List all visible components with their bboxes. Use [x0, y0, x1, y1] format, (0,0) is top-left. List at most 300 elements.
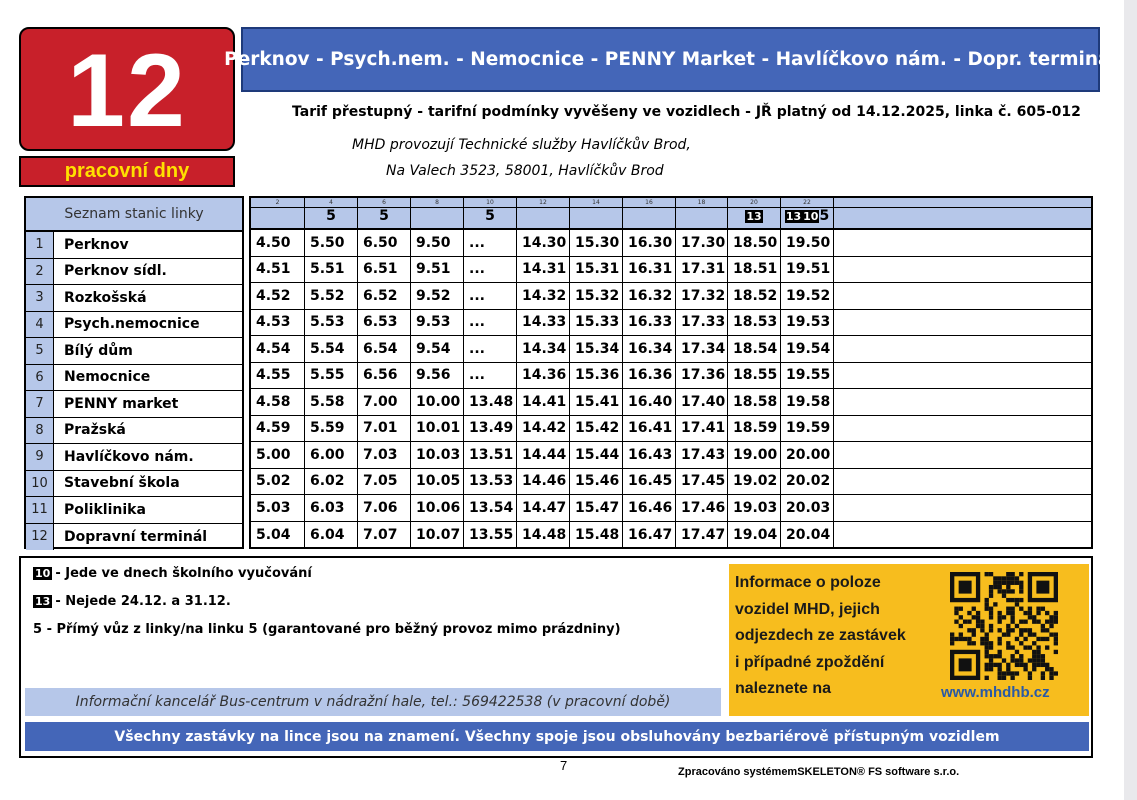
qr-module [959, 581, 972, 594]
departure-time: 10.03 [411, 442, 464, 468]
departure-time: 7.01 [358, 416, 411, 442]
departure-time: 17.36 [676, 363, 728, 389]
mhd-info-text [735, 570, 935, 703]
departure-time: 6.04 [305, 522, 358, 549]
qr-module [980, 620, 984, 624]
departure-time: 18.54 [728, 336, 781, 362]
qr-module [1002, 581, 1006, 585]
departure-time: 13.48 [464, 389, 517, 415]
departure-time: ... [464, 230, 517, 256]
software-credit: Zpracováno systémemSKELETON® FS software s.r.o. [678, 766, 960, 778]
departure-time: 4.55 [251, 363, 305, 389]
qr-module [954, 611, 958, 615]
station-index: 4 [26, 312, 54, 338]
qr-module [967, 611, 971, 615]
qr-module [998, 576, 1002, 580]
qr-module [989, 572, 993, 576]
legend-text-10: - Jede ve dnech školního vyučování [55, 566, 312, 581]
qr-module [993, 581, 997, 585]
departure-time: 17.45 [676, 469, 728, 495]
qr-module [1023, 637, 1027, 641]
qr-module [1049, 615, 1053, 619]
departure-time: ... [464, 310, 517, 336]
trip-number: 10 [486, 199, 494, 206]
legend-mark-10: 10 [35, 567, 51, 580]
qr-module [959, 658, 972, 671]
empty-cell [834, 336, 1091, 362]
departure-time: 19.54 [781, 336, 834, 362]
qr-module [1019, 607, 1023, 611]
departure-time: 20.03 [781, 495, 834, 521]
qr-module [1006, 645, 1010, 649]
departure-time: 5.02 [251, 469, 305, 495]
legend-through-car [33, 622, 621, 637]
qr-module [1010, 611, 1014, 615]
departure-time: 6.53 [358, 310, 411, 336]
trip-note-text: 5 [819, 208, 830, 224]
qr-module [998, 615, 1002, 619]
departure-time: 7.00 [358, 389, 411, 415]
line-number-box [19, 27, 235, 151]
qr-module [1028, 645, 1032, 649]
qr-module [1010, 581, 1014, 585]
qr-module [1019, 589, 1023, 593]
departure-time: 5.52 [305, 283, 358, 309]
departure-time: 16.46 [623, 495, 676, 521]
departure-time: 9.50 [411, 230, 464, 256]
trip-number: 18 [697, 199, 706, 206]
departure-time: 19.02 [728, 469, 781, 495]
empty-cell [834, 469, 1091, 495]
departure-time: 15.32 [570, 283, 623, 309]
qr-module [989, 594, 993, 598]
departure-time: 9.56 [411, 363, 464, 389]
qr-module [1006, 585, 1010, 589]
trip-number: 22 [803, 199, 811, 206]
qr-module [1006, 624, 1010, 628]
legend-text-13: - Nejede 24.12. a 31.12. [55, 594, 231, 609]
station-name: Havlíčkovo nám. [64, 448, 194, 465]
departure-time: 16.34 [623, 336, 676, 362]
departure-time: 9.52 [411, 283, 464, 309]
timetable-grid [249, 196, 1093, 549]
empty-cell [834, 442, 1091, 468]
qr-module [1036, 650, 1040, 654]
qr-code-icon[interactable] [947, 572, 1061, 680]
trip-column-header [358, 198, 411, 228]
departure-time: 17.34 [676, 336, 728, 362]
empty-cell [834, 389, 1091, 415]
departure-time: 19.04 [728, 522, 781, 549]
qr-module [1015, 624, 1019, 628]
departure-time: 19.03 [728, 495, 781, 521]
departure-time: ... [464, 283, 517, 309]
departure-time: 16.43 [623, 442, 676, 468]
qr-module [1019, 598, 1023, 602]
qr-module [1045, 645, 1049, 649]
qr-module [1041, 654, 1045, 658]
service-days-label: pracovní dny [64, 160, 190, 182]
trip-column-header [728, 198, 781, 228]
qr-module [1010, 645, 1014, 649]
departure-time: 6.54 [358, 336, 411, 362]
qr-module [1041, 628, 1045, 632]
qr-module [1006, 632, 1010, 636]
departure-time: 7.07 [358, 522, 411, 549]
empty-cell [834, 416, 1091, 442]
qr-module [959, 637, 963, 641]
qr-module [1010, 628, 1014, 632]
station-index: 3 [26, 285, 54, 311]
departure-time: 17.31 [676, 257, 728, 283]
qr-module [1002, 589, 1006, 593]
qr-module [954, 607, 958, 611]
qr-module [963, 620, 967, 624]
departure-time: 6.50 [358, 230, 411, 256]
qr-module [967, 628, 971, 632]
qr-module [1019, 620, 1023, 624]
departure-time: 6.51 [358, 257, 411, 283]
qr-module [1015, 671, 1019, 675]
info-office-bar: Informační kancelář Bus-centrum v nádražní hale, tel.: 569422538 (v pracovní době) [25, 688, 721, 716]
departure-time: 5.50 [305, 230, 358, 256]
departure-time: 7.03 [358, 442, 411, 468]
timetable-row [251, 283, 1091, 310]
departure-time: 15.31 [570, 257, 623, 283]
qr-module [963, 637, 967, 641]
timetable-row [251, 389, 1091, 416]
departure-time: 19.51 [781, 257, 834, 283]
departure-time: 19.53 [781, 310, 834, 336]
qr-module [1002, 576, 1006, 580]
station-name: Psych.nemocnice [64, 316, 200, 333]
qr-module [1015, 663, 1019, 667]
qr-module [1036, 607, 1040, 611]
trip-note [305, 208, 357, 224]
qr-module [1032, 658, 1036, 662]
qr-module [959, 624, 963, 628]
trip-column-header [623, 198, 676, 228]
departure-time: 17.33 [676, 310, 728, 336]
qr-module [1015, 658, 1019, 662]
station-row [26, 285, 242, 312]
departure-time: 19.59 [781, 416, 834, 442]
trip-number: 6 [382, 199, 386, 206]
station-index: 10 [26, 471, 54, 497]
station-row [26, 444, 242, 471]
qr-module [985, 602, 989, 606]
departure-time: 17.41 [676, 416, 728, 442]
qr-module [989, 654, 993, 658]
qr-module [998, 611, 1002, 615]
trip-note-mark: 13 [746, 210, 762, 223]
qr-module [985, 637, 989, 641]
departure-time: 5.04 [251, 522, 305, 549]
qr-module [1015, 581, 1019, 585]
departure-time: 15.41 [570, 389, 623, 415]
qr-module [976, 624, 980, 628]
station-name: Perknov [64, 236, 129, 253]
departure-time: 7.06 [358, 495, 411, 521]
station-name: Dopravní terminál [64, 528, 208, 545]
timetable-row [251, 442, 1091, 469]
qr-module [985, 607, 989, 611]
qr-module [1002, 615, 1006, 619]
qr-module [993, 585, 997, 589]
qr-module [1015, 637, 1019, 641]
trip-note-text: 5 [379, 208, 389, 224]
station-name: Pražská [64, 422, 126, 439]
qr-module [985, 641, 989, 645]
qr-module [976, 620, 980, 624]
qr-module [989, 658, 993, 662]
departure-time: 5.59 [305, 416, 358, 442]
station-row [26, 232, 242, 259]
qr-module [1028, 676, 1032, 680]
station-row [26, 338, 242, 365]
trip-number: 8 [435, 199, 439, 206]
qr-module [989, 607, 993, 611]
mhd-website-link[interactable]: www.mhdhb.cz [941, 684, 1050, 701]
qr-module [1032, 663, 1036, 667]
qr-module [1006, 611, 1010, 615]
mhd-info-box [729, 564, 1089, 716]
empty-cell [834, 495, 1091, 521]
departure-time: 14.46 [517, 469, 570, 495]
mhd-info-line: odjezdech ze zastávek [735, 627, 906, 644]
timetable-row [251, 257, 1091, 284]
departure-time: 17.30 [676, 230, 728, 256]
departure-time: 6.52 [358, 283, 411, 309]
departure-time: 17.43 [676, 442, 728, 468]
station-row [26, 524, 242, 551]
qr-module [1006, 671, 1010, 675]
qr-module [1032, 615, 1036, 619]
qr-module [1010, 658, 1014, 662]
qr-module [972, 632, 976, 636]
qr-module [1045, 628, 1049, 632]
operator-line-2: Na Valech 3523, 58001, Havlíčkův Brod [386, 163, 664, 179]
qr-module [1028, 615, 1032, 619]
qr-module [972, 641, 976, 645]
departure-time: 4.53 [251, 310, 305, 336]
station-row [26, 418, 242, 445]
trip-column-header [305, 198, 358, 228]
service-days-box [19, 156, 235, 187]
qr-module [1036, 654, 1040, 658]
departure-time: 4.52 [251, 283, 305, 309]
qr-module [950, 637, 954, 641]
departure-time: 6.03 [305, 495, 358, 521]
qr-module [976, 611, 980, 615]
qr-module [993, 576, 997, 580]
qr-module [950, 641, 954, 645]
qr-module [1045, 611, 1049, 615]
qr-module [1006, 663, 1010, 667]
qr-module [1028, 671, 1032, 675]
departure-time: 16.47 [623, 522, 676, 549]
qr-module [998, 663, 1002, 667]
qr-module [1002, 671, 1006, 675]
qr-module [1054, 637, 1058, 641]
qr-module [1019, 581, 1023, 585]
qr-module [989, 645, 993, 649]
qr-module [1036, 611, 1040, 615]
timetable-row [251, 310, 1091, 337]
qr-module [998, 637, 1002, 641]
trip-number: 12 [539, 199, 547, 206]
qr-module [989, 667, 993, 671]
departure-time: 10.00 [411, 389, 464, 415]
qr-module [1045, 667, 1049, 671]
departure-time: 14.47 [517, 495, 570, 521]
qr-module [1054, 632, 1058, 636]
departure-time: 4.51 [251, 257, 305, 283]
timetable-rows [251, 230, 1091, 548]
trip-number: 16 [645, 199, 653, 206]
departure-time: 14.32 [517, 283, 570, 309]
departure-time: 16.45 [623, 469, 676, 495]
qr-module [1032, 650, 1036, 654]
timetable-row [251, 336, 1091, 363]
departure-time: 15.47 [570, 495, 623, 521]
qr-module [993, 663, 997, 667]
qr-module [1006, 598, 1010, 602]
qr-module [1049, 624, 1053, 628]
departure-time: 16.31 [623, 257, 676, 283]
station-row [26, 471, 242, 498]
station-list [24, 196, 244, 549]
trip-column-header [781, 198, 834, 228]
departure-time: ... [464, 336, 517, 362]
departure-time: 5.58 [305, 389, 358, 415]
station-rows [26, 232, 242, 550]
qr-module [993, 654, 997, 658]
departure-time: 5.03 [251, 495, 305, 521]
station-name: Poliklinika [64, 501, 146, 518]
qr-module [998, 585, 1002, 589]
qr-module [985, 572, 989, 576]
qr-module [954, 637, 958, 641]
qr-module [1010, 620, 1014, 624]
departure-time: 10.05 [411, 469, 464, 495]
qr-module [1054, 620, 1058, 624]
qr-module [985, 632, 989, 636]
timetable-row [251, 522, 1091, 549]
qr-module [1045, 620, 1049, 624]
qr-module [1023, 645, 1027, 649]
station-name: Rozkošská [64, 289, 147, 306]
qr-module [985, 654, 989, 658]
departure-time: 16.33 [623, 310, 676, 336]
qr-module [1019, 632, 1023, 636]
qr-module [1002, 632, 1006, 636]
qr-module [1032, 667, 1036, 671]
departure-time: 18.51 [728, 257, 781, 283]
departure-time: 10.01 [411, 416, 464, 442]
departure-time: 9.51 [411, 257, 464, 283]
qr-module [1023, 663, 1027, 667]
route-title: Perknov - Psych.nem. - Nemocnice - PENNY Market - Havlíčkovo nám. - Dopr. terminál [224, 49, 1117, 70]
qr-module [1006, 581, 1010, 585]
departure-time: 10.06 [411, 495, 464, 521]
departure-time: 15.44 [570, 442, 623, 468]
station-index: 2 [26, 259, 54, 285]
qr-module [1032, 641, 1036, 645]
qr-module [1028, 628, 1032, 632]
trip-column-header [517, 198, 570, 228]
empty-cell [834, 363, 1091, 389]
qr-module [980, 628, 984, 632]
tariff-note: Tarif přestupný - tarifní podmínky vyvěšeny ve vozidlech - JŘ platný od 14.12.2025, linka č. 605-012 [292, 104, 1081, 120]
departure-time: 14.44 [517, 442, 570, 468]
qr-module [1041, 676, 1045, 680]
qr-module [1006, 607, 1010, 611]
qr-module [993, 602, 997, 606]
qr-module [1010, 676, 1014, 680]
departure-time: 9.53 [411, 310, 464, 336]
station-row [26, 259, 242, 286]
line-number: 12 [67, 33, 187, 149]
empty-cell [834, 230, 1091, 256]
qr-module [998, 654, 1002, 658]
legend-mark-13: 13 [35, 595, 51, 608]
station-name: Bílý dům [64, 342, 133, 359]
qr-module [1054, 650, 1058, 654]
departure-time: 4.59 [251, 416, 305, 442]
station-row [26, 312, 242, 339]
qr-module [1041, 671, 1045, 675]
trip-number: 14 [592, 199, 600, 206]
qr-module [1041, 658, 1045, 662]
departure-time: 13.49 [464, 416, 517, 442]
station-index: 7 [26, 391, 54, 417]
departure-time: 17.32 [676, 283, 728, 309]
departure-time: 16.41 [623, 416, 676, 442]
qr-module [959, 632, 963, 636]
trip-note-text: 5 [326, 208, 336, 224]
station-name: Nemocnice [64, 369, 151, 386]
departure-time: 17.40 [676, 389, 728, 415]
qr-module [998, 650, 1002, 654]
timetable-row [251, 416, 1091, 443]
qr-module [998, 581, 1002, 585]
departure-time: 13.51 [464, 442, 517, 468]
qr-module [998, 667, 1002, 671]
qr-module [1041, 624, 1045, 628]
departure-time: 20.04 [781, 522, 834, 549]
departure-time: ... [464, 363, 517, 389]
qr-module [985, 676, 989, 680]
qr-module [1006, 667, 1010, 671]
departure-time: 13.53 [464, 469, 517, 495]
qr-module [1015, 602, 1019, 606]
trip-number: 4 [329, 199, 333, 206]
qr-module [985, 667, 989, 671]
station-index: 1 [26, 232, 54, 258]
station-row [26, 497, 242, 524]
qr-module [1049, 667, 1053, 671]
departure-time: 15.42 [570, 416, 623, 442]
route-header [224, 27, 1117, 92]
qr-module [967, 620, 971, 624]
qr-module [967, 641, 971, 645]
departure-time: 6.02 [305, 469, 358, 495]
qr-module [1041, 607, 1045, 611]
qr-module [1002, 594, 1006, 598]
qr-module [1015, 650, 1019, 654]
departure-time: 6.56 [358, 363, 411, 389]
